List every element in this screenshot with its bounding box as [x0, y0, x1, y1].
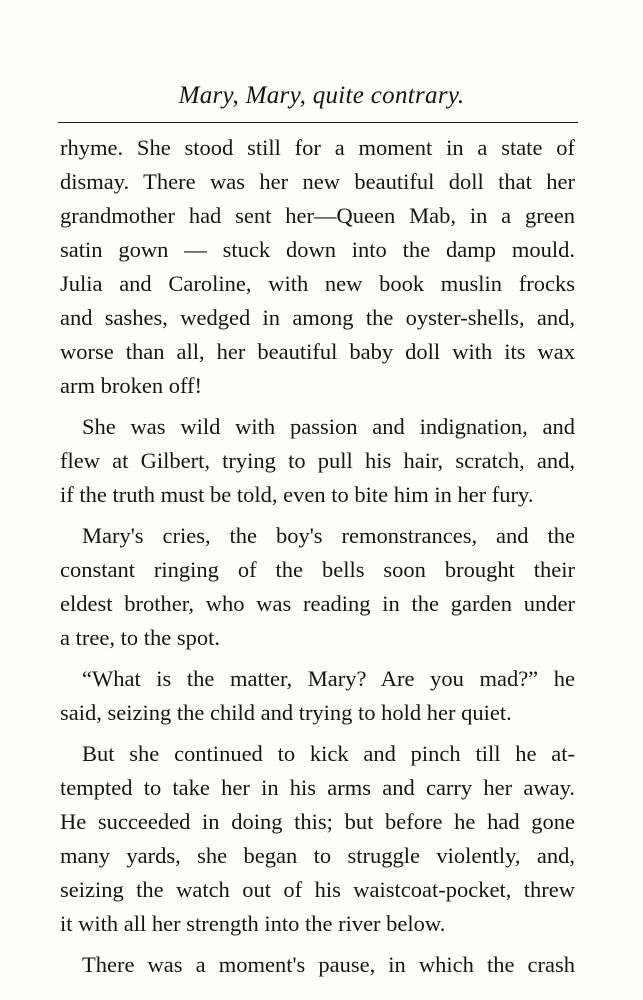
paragraph [60, 737, 575, 941]
text-line: worse than all, her beautiful baby doll with its wax [60, 339, 575, 364]
text-line: satin gown — stuck down into the damp mould. [60, 237, 575, 262]
header-rule [58, 122, 578, 123]
paragraph-gap [60, 730, 575, 737]
paragraph [60, 948, 575, 982]
text-line: eldest brother, who was reading in the garden under [60, 591, 575, 616]
paragraph-gap [60, 941, 575, 948]
text-line: it with all her strength into the river below. [60, 911, 446, 936]
text-line: tempted to take her in his arms and carry her away. [60, 775, 575, 800]
paragraph [60, 131, 575, 403]
body-text [60, 131, 575, 982]
text-line: if the truth must be told, even to bite him in her fury. [60, 482, 534, 507]
text-line: and sashes, wedged in among the oyster-shells, and, [60, 305, 575, 330]
text-line: There was a moment's pause, in which the crash [82, 952, 575, 977]
text-line: a tree, to the spot. [60, 625, 220, 650]
text-line: constant ringing of the bells soon brought their [60, 557, 575, 582]
text-line: Mary's cries, the boy's remonstrances, and the [82, 523, 575, 548]
text-line: “What is the matter, Mary? Are you mad?” he [82, 666, 575, 691]
paragraph-gap [60, 512, 575, 519]
running-head: Mary, Mary, quite contrary. [178, 82, 465, 109]
text-line: But she continued to kick and pinch till he at- [82, 741, 575, 766]
text-line: He succeeded in doing this; but before he had gone [60, 809, 575, 834]
paragraph-gap [60, 403, 575, 410]
paragraph-gap [60, 655, 575, 662]
paragraph [60, 519, 575, 655]
text-line: flew at Gilbert, trying to pull his hair, scratch, and, [60, 448, 575, 473]
text-line: Julia and Caroline, with new book muslin frocks [60, 271, 575, 296]
text-line: She was wild with passion and indignation, and [82, 414, 575, 439]
text-line: seizing the watch out of his waistcoat-pocket, threw [60, 877, 575, 902]
text-line: dismay. There was her new beautiful doll that her [60, 169, 575, 194]
text-line: said, seizing the child and trying to hold her quiet. [60, 700, 512, 725]
paragraph [60, 410, 575, 512]
text-line: arm broken off! [60, 373, 203, 398]
paragraph [60, 662, 575, 730]
text-line: grandmother had sent her—Queen Mab, in a green [60, 203, 575, 228]
text-line: many yards, she began to struggle violently, and, [60, 843, 575, 868]
text-line: rhyme. She stood still for a moment in a state of [60, 135, 575, 160]
